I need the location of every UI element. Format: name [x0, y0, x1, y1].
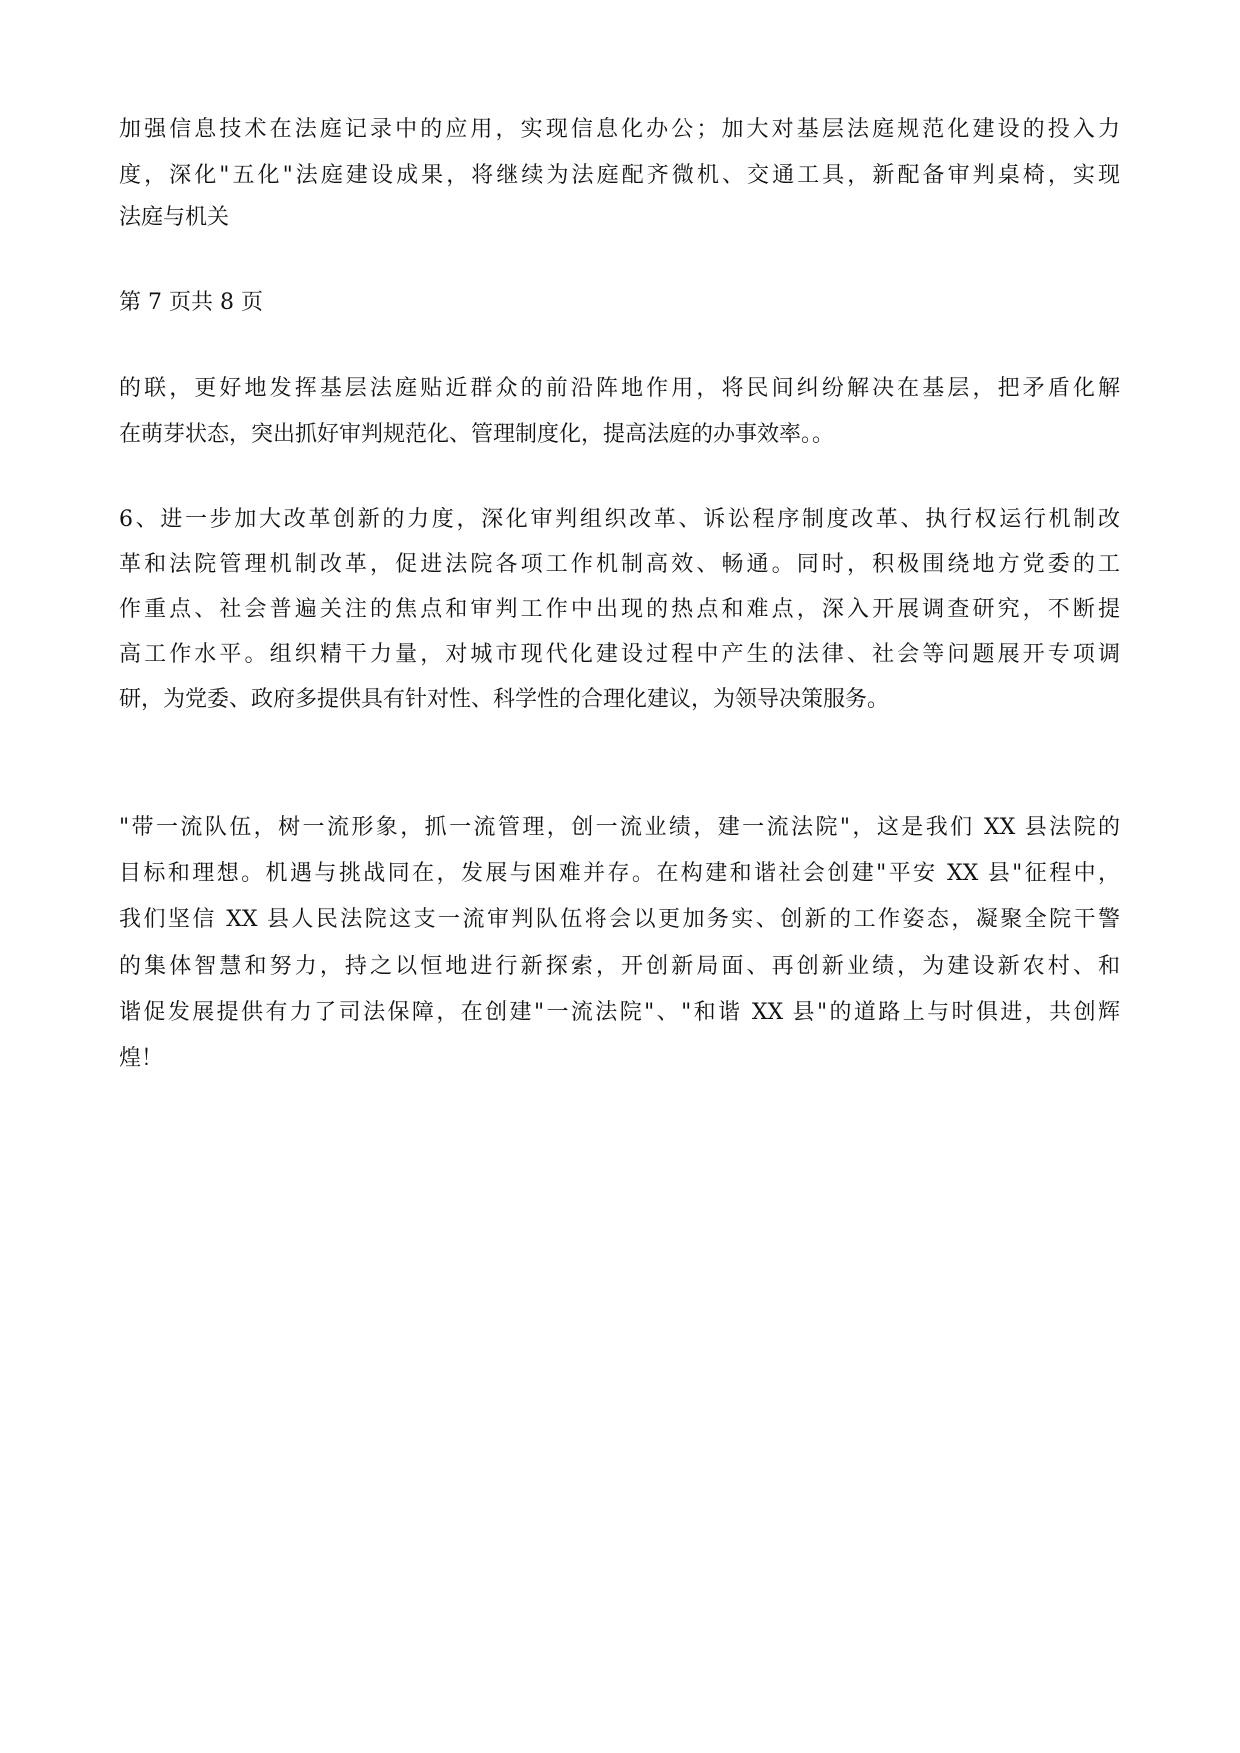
text-line: 革和法院管理机制改革，促进法院各项工作机制高效、畅通。同时，积极围绕地方党委的工	[119, 552, 1120, 577]
text-line: 法庭与机关	[119, 205, 230, 230]
text-line: 谐促发展提供有力了司法保障，在创建"一流法院"、"和谐 XX 县"的道路上与时俱进，共创辉	[119, 1000, 1120, 1025]
text-line: 高工作水平。组织精干力量，对城市现代化建设过程中产生的法律、社会等问题展开专项调	[119, 642, 1120, 667]
text-line: 6、进一步加大改革创新的力度，深化审判组织改革、诉讼程序制度改革、执行权运行机制改	[119, 507, 1120, 532]
text-line: 的联，更好地发挥基层法庭贴近群众的前沿阵地作用，将民间纠纷解决在基层，把矛盾化解	[119, 376, 1120, 401]
text-line: 作重点、社会普遍关注的焦点和审判工作中出现的热点和难点，深入开展调查研究，不断提	[119, 597, 1120, 622]
text-line: "带一流队伍，树一流形象，抓一流管理，创一流业绩，建一流法院"，这是我们 XX 县法院的	[119, 815, 1120, 840]
text-line: 在萌芽状态，突出抓好审判规范化、管理制度化，提高法庭的办事效率。。	[119, 422, 835, 447]
text-line: 煌！	[119, 1046, 164, 1071]
text-line: 加强信息技术在法庭记录中的应用，实现信息化办公；加大对基层法庭规范化建设的投入力	[119, 117, 1120, 142]
page-number-text: 第 7 页共 8 页	[119, 290, 263, 315]
text-line: 我们坚信 XX 县人民法院这支一流审判队伍将会以更加务实、创新的工作姿态，凝聚全院干警	[119, 907, 1120, 932]
text-line: 的集体智慧和努力，持之以恒地进行新探索，开创新局面、再创新业绩，为建设新农村、和	[119, 954, 1120, 979]
text-line: 度，深化"五化"法庭建设成果，将继续为法庭配齐微机、交通工具，新配备审判桌椅，实现	[119, 163, 1120, 188]
text-line: 目标和理想。机遇与挑战同在，发展与困难并存。在构建和谐社会创建"平安 XX 县"征程中，	[119, 861, 1120, 886]
text-line: 研，为党委、政府多提供具有针对性、科学性的合理化建议，为领导决策服务。	[119, 687, 890, 712]
